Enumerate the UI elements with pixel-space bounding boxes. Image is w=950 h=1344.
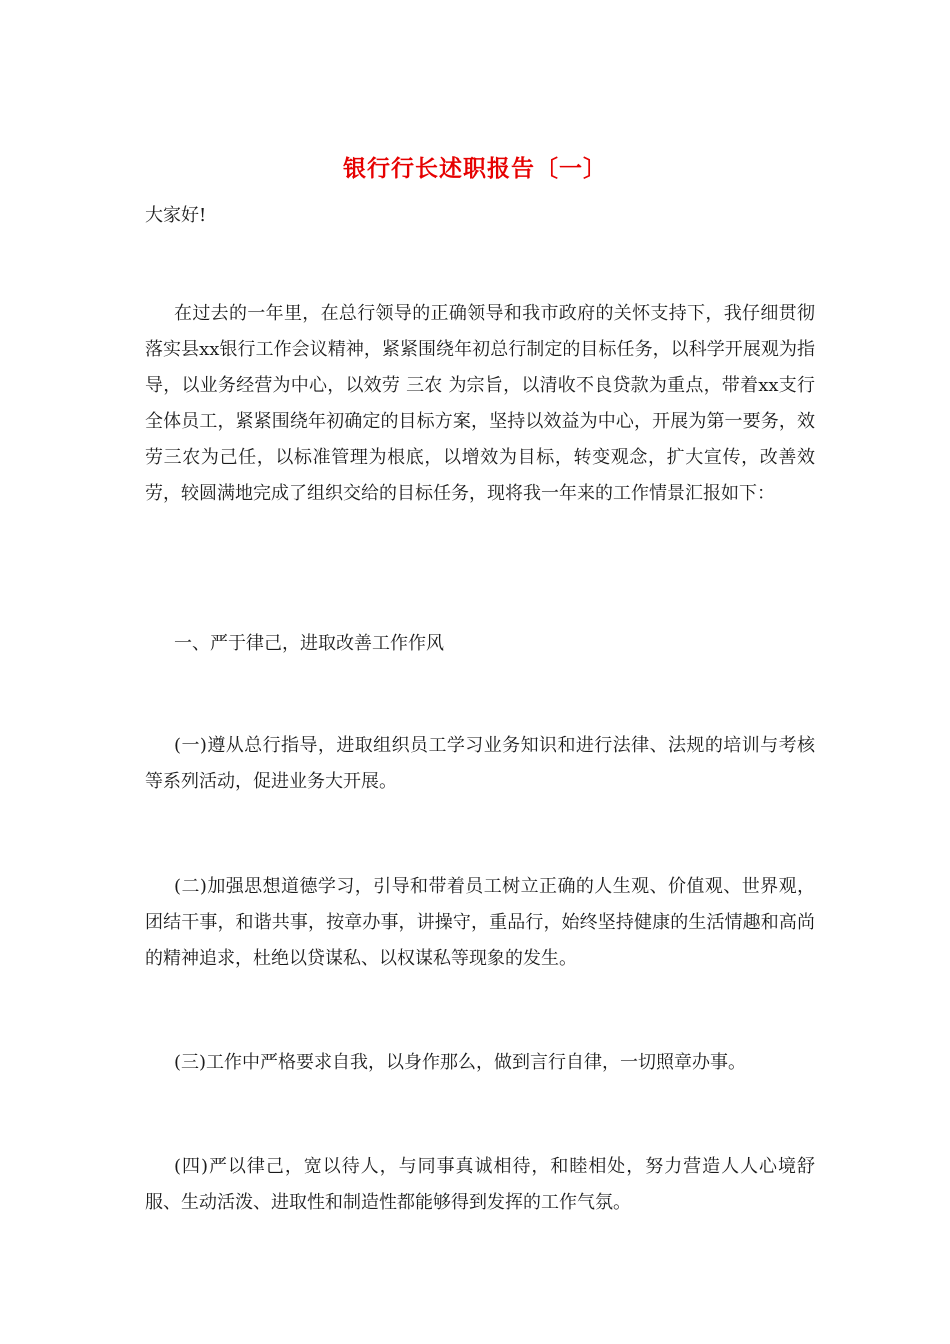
document-title: 银行行长述职报告〔一〕	[343, 155, 607, 182]
list-item-4: (四)严以律己，宽以待人，与同事真诚相待，和睦相处，努力营造人人心境舒服、生动活泼、进取性和制造性都能够得到发挥的工作气氛。	[145, 1156, 815, 1213]
greeting-line: 大家好!	[145, 205, 207, 226]
list-item-1: (一)遵从总行指导，进取组织员工学习业务知识和进行法律、法规的培训与考核等系列活动，促进业务大开展。	[145, 735, 815, 792]
section-heading-1: 一、严于律己，进取改善工作作风	[174, 633, 444, 654]
intro-paragraph: 在过去的一年里，在总行领导的正确领导和我市政府的关怀支持下，我仔细贯彻落实县xx银行工作会议精神，紧紧围绕年初总行制定的目标任务，以科学开展观为指导，以业务经营为中心，以效劳 三农 为宗旨，以清收不良贷款为重点，带着xx支行全体员工，紧紧围绕年初确定的目标方案，坚持以效益为中心，开展为第一要务，效劳三农为己任，以标准管理为根底，以增效为目标，转变观念，扩大宣传，改善效劳，较圆满地完成了组织交给的目标任务，现将我一年来的工作情景汇报如下：	[145, 303, 815, 504]
list-item-3: (三)工作中严格要求自我，以身作那么，做到言行自律，一切照章办事。	[174, 1052, 747, 1073]
list-item-2: (二)加强思想道德学习，引导和带着员工树立正确的人生观、价值观、世界观，团结干事，和谐共事，按章办事，讲操守，重品行，始终坚持健康的生活情趣和高尚的精神追求，杜绝以贷谋私、以权谋私等现象的发生。	[145, 876, 815, 969]
